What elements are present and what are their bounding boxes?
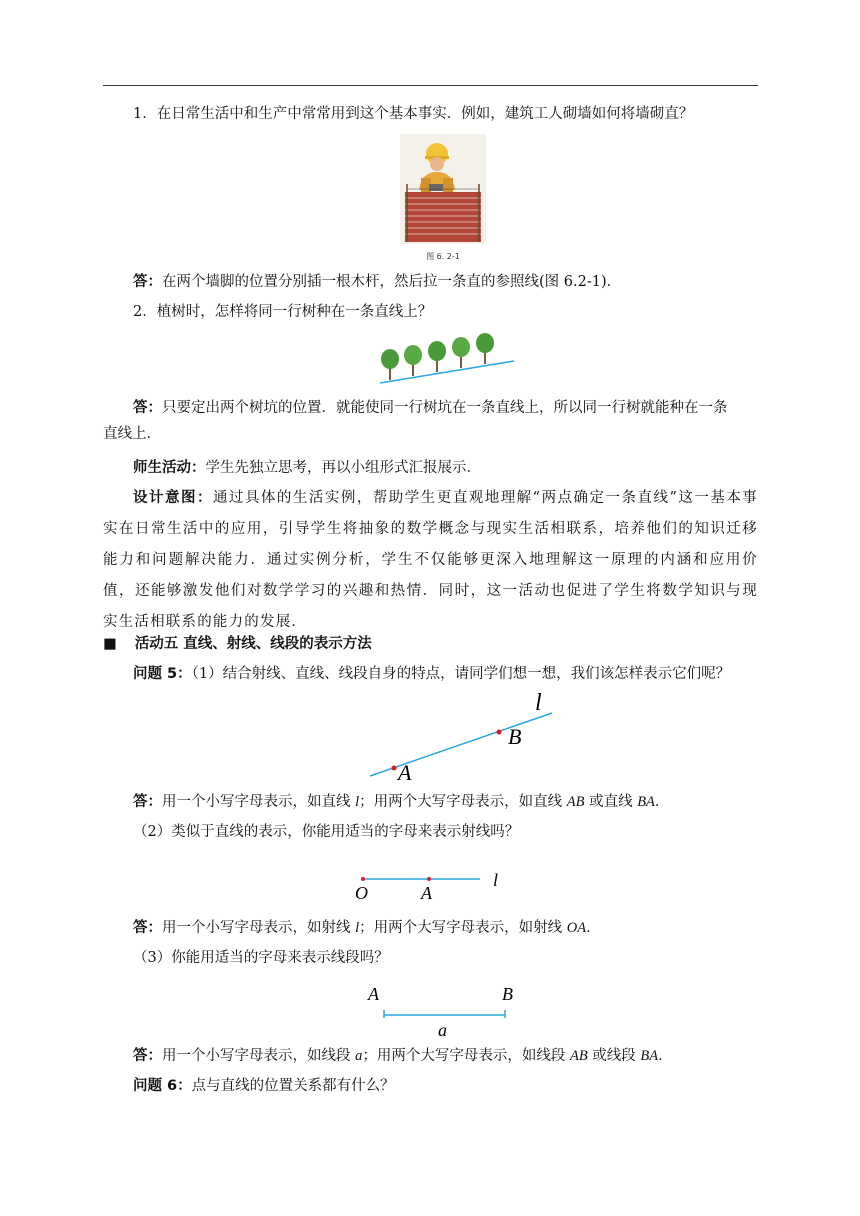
point-a xyxy=(427,877,431,881)
answer-1: 答：在两个墙脚的位置分别插一根木杆，然后拉一条直的参照线(图 6.2-1)． xyxy=(133,274,622,290)
question-1: 1．在日常生活中和生产中常常用到这个基本事实．例如，建筑工人砌墙如何将墙砌直？ xyxy=(133,106,694,122)
header-rule xyxy=(103,85,758,86)
figure-ray xyxy=(350,864,510,904)
teacher-student-activity: 师生活动：学生先独立思考，再以小组形式汇报展示． xyxy=(133,460,481,476)
point-a xyxy=(392,766,397,771)
design-intent: 设计意图：通过具体的生活实例，帮助学生更直观地理解“两点确定一条直线”这一基本事实在日常生活中的应用，引导学生将抽象的数学概念与现实生活相联系，培养他们的知识迁移能力和问题解决能力．通过实例分析，学生不仅能够更深入地理解这一原理的内涵和应用价值，还能够激发他们对数学学习的兴趣和热情．同时，这一活动也促进了学生将数学知识与现实生活相联系的能力的发展． xyxy=(103,490,758,630)
question-6: 问题 6：点与直线的位置关系都有什么？ xyxy=(133,1078,395,1094)
answer-2-line-1: 答：只要定出两个树坑的位置．就能使同一行树坑在一条直线上，所以同一行树就能种在一条 xyxy=(133,400,728,416)
label-b: B xyxy=(508,724,522,749)
label-o: O xyxy=(355,883,368,903)
answer-5-1: 答：用一个小写字母表示，如直线 l；用两个大写字母表示，如直线 AB 或直线 BA． xyxy=(133,794,670,810)
section-heading: ■ 活动五 直线、射线、线段的表示方法 xyxy=(103,636,372,652)
point-b xyxy=(497,730,502,735)
label-a: A xyxy=(398,760,412,785)
label-l: l xyxy=(493,870,499,890)
answer-5-2: 答：用一个小写字母表示，如射线 l；用两个大写字母表示，如射线 OA． xyxy=(133,920,601,936)
question-5-2: （2）类似于直线的表示，你能用适当的字母来表示射线吗？ xyxy=(133,824,520,840)
answer-2-line-2: 直线上． xyxy=(103,426,161,442)
label-l: l xyxy=(535,690,542,716)
figure-worker-wall xyxy=(397,134,489,264)
question-5-3: （3）你能用适当的字母来表示线段吗？ xyxy=(133,950,389,966)
answer-5-3: 答：用一个小写字母表示，如线段 a；用两个大写字母表示，如线段 AB 或线段 BA． xyxy=(133,1048,673,1064)
label-seg-a: a xyxy=(438,1020,447,1040)
label-b: B xyxy=(502,984,513,1004)
question-5: 问题 5：（1）结合射线、直线、线段自身的特点，请同学们想一想，我们该怎样表示它们呢？ xyxy=(133,666,731,682)
point-o xyxy=(361,877,365,881)
question-2: 2．植树时，怎样将同一行树种在一条直线上？ xyxy=(133,304,433,320)
figure-trees xyxy=(378,333,518,385)
figure-caption: 图 6. 2-1 xyxy=(426,252,460,261)
label-a: A xyxy=(368,984,379,1004)
figure-line-l xyxy=(360,688,560,788)
figure-segment xyxy=(360,978,530,1040)
label-a: A xyxy=(421,883,432,903)
